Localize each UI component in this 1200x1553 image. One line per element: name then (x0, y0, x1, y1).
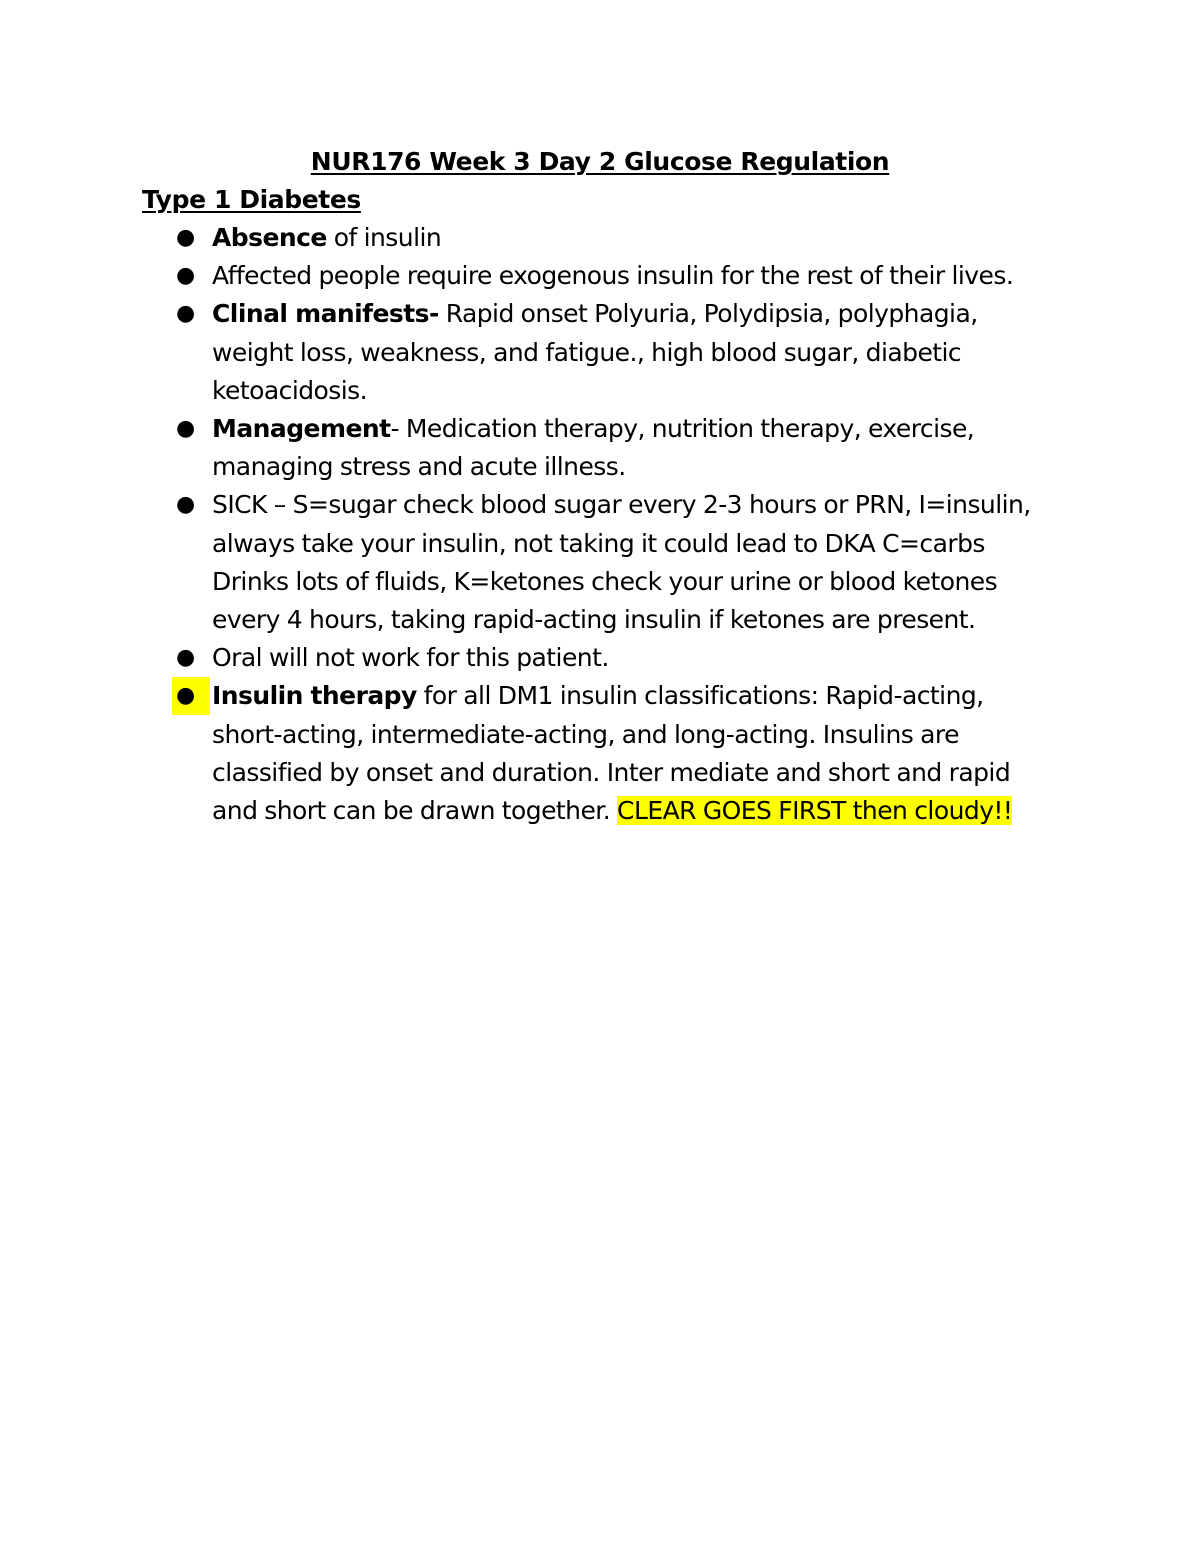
list-item (0, 677, 1052, 830)
bullet-text: Oral will not work for this patient. (212, 643, 609, 673)
bullet-icon: ● (176, 225, 195, 250)
bullet-icon: ● (176, 263, 195, 289)
document-title: NUR176 Week 3 Day 2 Glucose Regulation (310, 147, 890, 176)
bullet-text: SICK – S=sugar check blood sugar every 2-3 hours or PRN, I=insulin, always take your insulin, not taking it could lead to DKA C=carbs Drinks lots of fluids, K=ketones check your urine or blood ketones every 4 hours, taking rapid-acting insulin if ketones are present. (212, 490, 1031, 635)
bullet-text: of insulin (326, 223, 442, 252)
list-item (0, 486, 1052, 639)
bullet-icon: ● (176, 645, 195, 671)
bullet-text: Rapid onset Polyuria, Polydipsia, polyphagia, weight loss, weakness, and fatigue., high blood sugar, diabetic ketoacidosis. (212, 299, 978, 405)
list-item (0, 219, 1052, 257)
bullet-bold-text: Insulin therapy (212, 681, 417, 711)
list-item (0, 257, 1052, 295)
highlighted-bullet-icon: ● (172, 677, 210, 715)
bullet-icon: ● (176, 492, 195, 518)
bullet-bold-text: Management (212, 414, 391, 444)
list-item (0, 639, 1052, 677)
highlighted-text: CLEAR GOES FIRST then cloudy!! (617, 796, 1013, 826)
list-item (0, 410, 1052, 486)
bullet-bold-text: Absence (212, 223, 327, 252)
bullet-text: for all DM1 insulin classifications: Rapid-acting, short-acting, intermediate-acting, and long-acting. Insulins are classified by onset and duration. Inter mediate and short and rapid and short can be drawn together. (212, 681, 1011, 826)
bullet-icon: ● (176, 301, 195, 327)
bullet-bold-text: Clinal manifests- (212, 299, 439, 329)
bullet-text: - Medication therapy, nutrition therapy, exercise, managing stress and acute illness. (212, 414, 975, 482)
bullet-list (0, 219, 1200, 830)
bullet-icon: ● (176, 416, 195, 442)
list-item (0, 295, 1052, 410)
bullet-text: Affected people require exogenous insulin for the rest of their lives. (212, 261, 1014, 291)
section-heading: Type 1 Diabetes (142, 185, 361, 214)
